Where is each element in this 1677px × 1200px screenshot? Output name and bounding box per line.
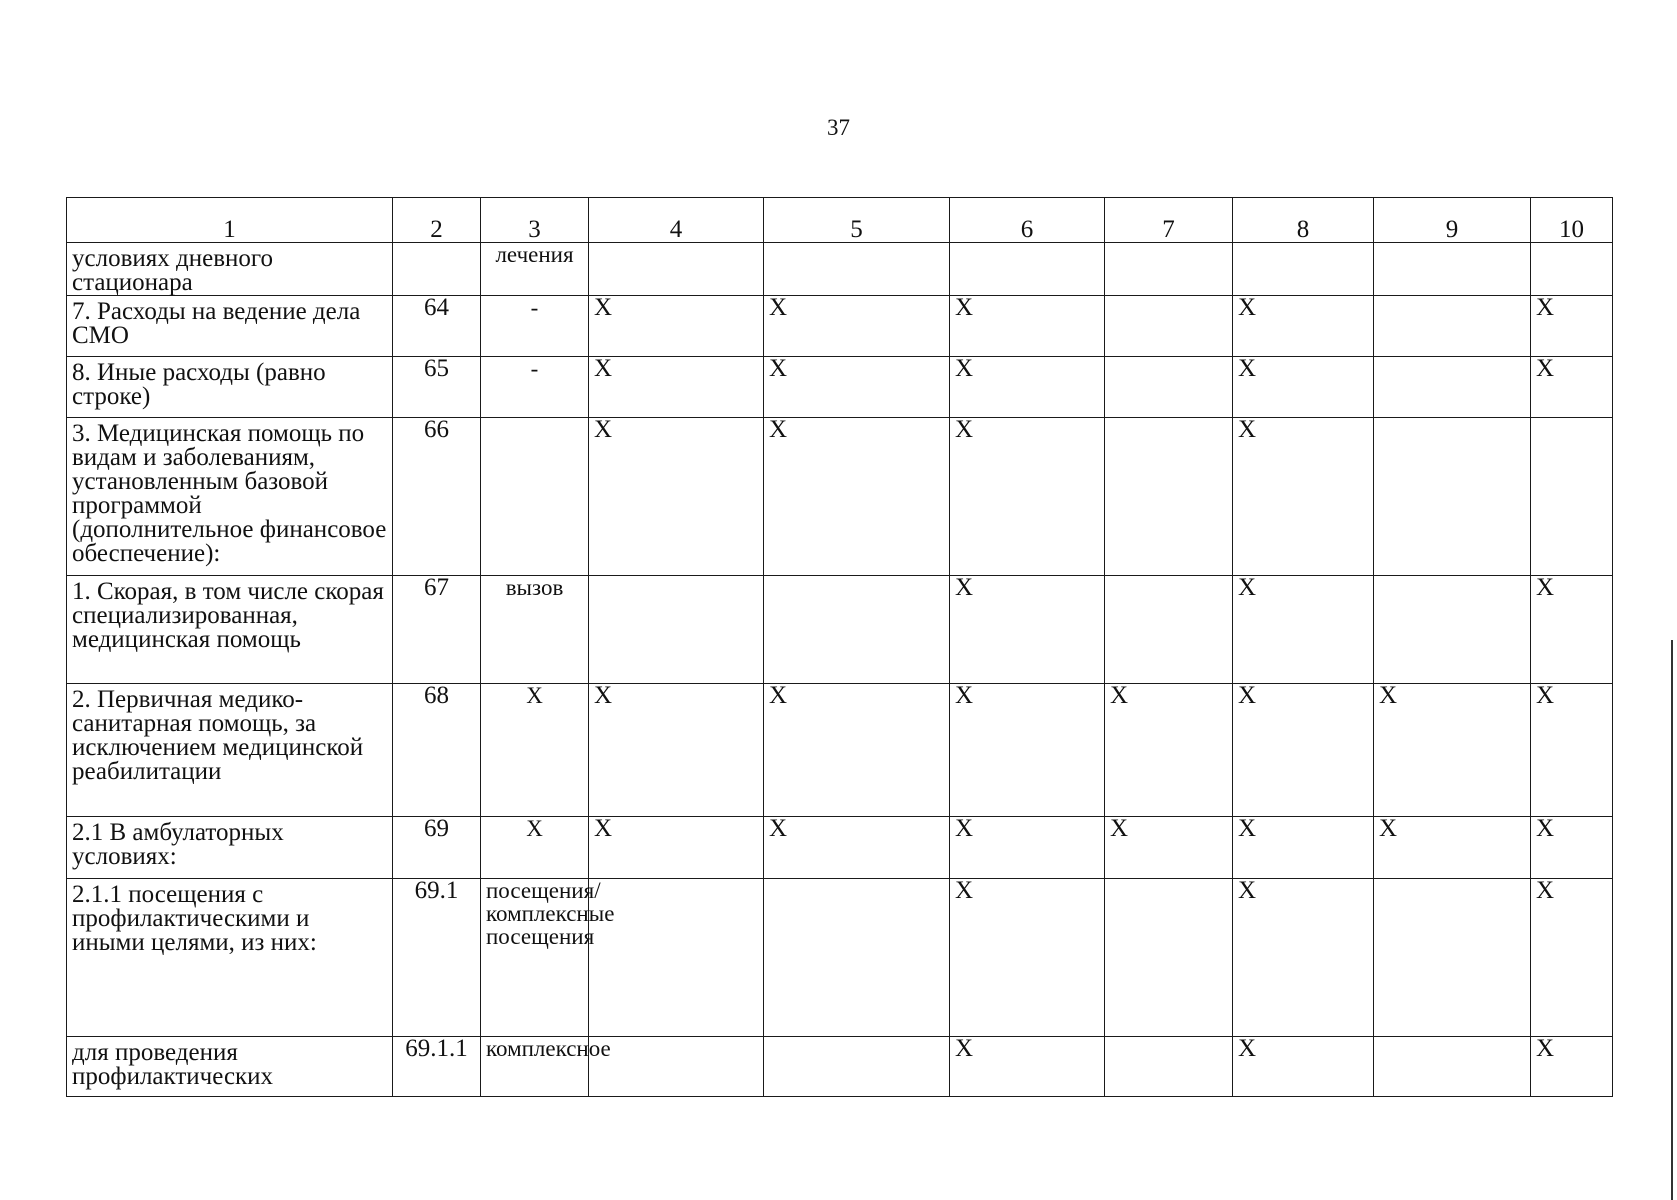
column-header: 6 [950,198,1105,243]
value-cell [764,1037,950,1097]
table-row [67,296,1613,357]
value-cell [1374,1037,1531,1097]
value-cell: X [1531,817,1613,879]
table-row [67,1037,1613,1097]
value-cell [1233,243,1374,296]
value-cell [1105,357,1233,418]
row-name-text: условиях дневного стационара [72,245,274,296]
value-cell: X [1531,879,1613,1037]
value-cell: X [1105,684,1233,817]
value-cell: X [950,576,1105,684]
value-cell: X [1233,1037,1374,1097]
value-cell [589,243,764,296]
row-unit-cell: вызов [481,576,589,684]
value-cell [1374,243,1531,296]
value-cell: X [1233,357,1374,418]
row-code-cell: 67 [393,576,481,684]
row-unit-cell: X [481,684,589,817]
value-cell [589,576,764,684]
column-header: 7 [1105,198,1233,243]
table-row [67,576,1613,684]
column-header: 5 [764,198,950,243]
value-cell: X [1233,879,1374,1037]
value-cell: X [1374,684,1531,817]
row-name-cell [67,418,393,576]
row-name-cell [67,576,393,684]
row-name-cell [67,357,393,418]
row-code-cell: 69.1.1 [393,1037,481,1097]
row-name-cell [67,1037,393,1097]
value-cell [589,879,764,1037]
value-cell: X [589,817,764,879]
row-name-cell [67,879,393,1037]
value-cell [1374,357,1531,418]
table-row [67,684,1613,817]
value-cell: X [589,296,764,357]
column-header: 8 [1233,198,1374,243]
value-cell: X [764,357,950,418]
value-cell: X [950,296,1105,357]
value-cell: X [1531,1037,1613,1097]
value-cell: X [589,357,764,418]
value-cell [1105,418,1233,576]
value-cell [1531,418,1613,576]
column-header: 10 [1531,198,1613,243]
value-cell [1105,879,1233,1037]
value-cell [1105,1037,1233,1097]
value-cell [1105,243,1233,296]
value-cell: X [764,418,950,576]
page-number: 37 [827,115,850,140]
column-header: 2 [393,198,481,243]
column-header: 9 [1374,198,1531,243]
value-cell [1374,576,1531,684]
row-name-text: 3. Медицинская помощь по видам и заболеваниям, установленным базовой программой (дополнительное финансовое обеспечение): [72,420,387,567]
row-code-cell: 69 [393,817,481,879]
row-name-cell [67,296,393,357]
row-unit-cell: - [481,357,589,418]
value-cell [1374,418,1531,576]
value-cell [1531,243,1613,296]
value-cell: X [764,817,950,879]
value-cell: X [589,418,764,576]
column-header: 1 [67,198,393,243]
row-unit-cell: лечения [481,243,589,296]
value-cell [1374,296,1531,357]
value-cell: X [1531,296,1613,357]
row-code-cell: 69.1 [393,879,481,1037]
data-table-container [66,197,1612,1097]
row-unit-cell: - [481,296,589,357]
row-name-text: 1. Скорая, в том числе скорая специализированная, медицинская помощь [72,578,384,653]
value-cell: X [950,817,1105,879]
table-row [67,357,1613,418]
value-cell: X [589,684,764,817]
row-name-text: для проведения профилактических [72,1039,274,1090]
value-cell: X [1105,817,1233,879]
value-cell: X [1233,576,1374,684]
row-code-cell: 68 [393,684,481,817]
value-cell: X [950,1037,1105,1097]
value-cell [764,879,950,1037]
table-row [67,817,1613,879]
row-code-cell: 65 [393,357,481,418]
row-unit-cell: X [481,817,589,879]
value-cell [1374,879,1531,1037]
table-row [67,879,1613,1037]
value-cell [764,243,950,296]
value-cell: X [1233,296,1374,357]
value-cell: X [1233,418,1374,576]
row-name-cell [67,243,393,296]
column-header: 3 [481,198,589,243]
row-code-cell [393,243,481,296]
value-cell: X [950,684,1105,817]
row-name-text: 7. Расходы на ведение дела СМО [72,298,361,349]
table-row [67,243,1613,296]
row-name-cell [67,817,393,879]
value-cell: X [950,357,1105,418]
value-cell [1105,296,1233,357]
row-name-text: 2. Первичная медико-санитарная помощь, за исключением медицинской реабилитации [72,686,364,785]
value-cell: X [950,879,1105,1037]
value-cell [950,243,1105,296]
value-cell [1105,576,1233,684]
value-cell [589,1037,764,1097]
value-cell: X [1233,817,1374,879]
row-name-cell [67,684,393,817]
row-name-text: 2.1.1 посещения с профилактическими и иными целями, из них: [72,881,317,956]
row-code-cell: 66 [393,418,481,576]
table-header-row [67,198,1613,243]
value-cell: X [950,418,1105,576]
value-cell [764,576,950,684]
column-header: 4 [589,198,764,243]
table-row [67,418,1613,576]
data-table [66,197,1613,1097]
value-cell: X [764,684,950,817]
value-cell: X [764,296,950,357]
value-cell: X [1374,817,1531,879]
value-cell: X [1233,684,1374,817]
row-code-cell: 64 [393,296,481,357]
row-name-text: 2.1 В амбулаторных условиях: [72,819,284,870]
value-cell: X [1531,684,1613,817]
row-name-text: 8. Иные расходы (равно строке) [72,359,326,410]
row-unit-cell: посещения/комплексные посещения [481,879,589,1037]
value-cell: X [1531,357,1613,418]
row-unit-cell [481,418,589,576]
row-unit-cell: комплексное [481,1037,589,1097]
value-cell: X [1531,576,1613,684]
scan-edge-line [1671,640,1673,1200]
